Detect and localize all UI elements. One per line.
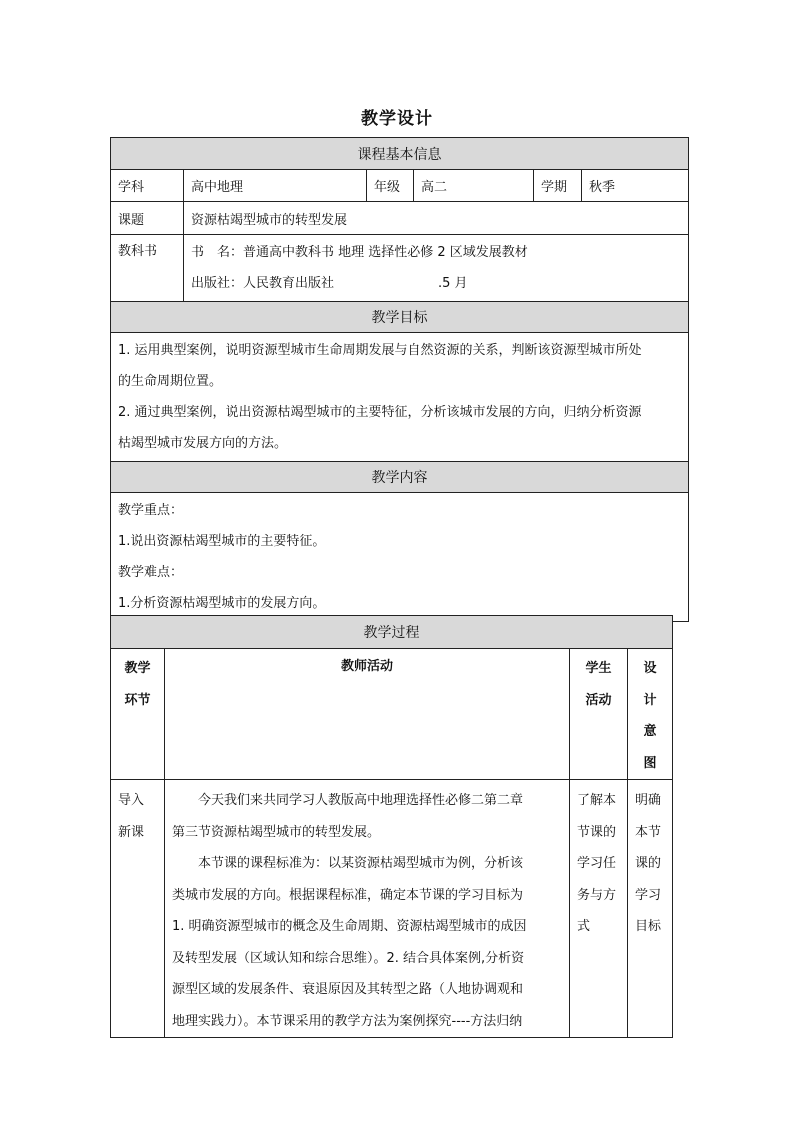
- design-intent-cell: 明确 本节 课的 学习 目标: [628, 780, 673, 1038]
- grade-label: 年级: [367, 170, 414, 202]
- objective-line: 枯竭型城市发展方向的方法。: [118, 436, 288, 451]
- objective-line: 的生命周期位置。: [118, 374, 223, 389]
- objectives-header: 教学目标: [111, 302, 689, 333]
- course-info-table: [110, 137, 689, 622]
- teacher-activity-cell: 今天我们来共同学习人教版高中地理选择性必修二第二章 第三节资源枯竭型城市的转型发展。 本节课的课程标准为：以某资源枯竭型城市为例，分析该 类城市发展的方向。根据课程标准，确定本节课的学习目标为 1. 明确资源型城市的概念及生命周期、资源枯竭型城市的成因 及转型发展（区域认知和综合思维）。2. 结合具体案例,分析资 源型区域的发展条件、衰退原因及其转型之路（人地协调观和 地理实践力）。本节课采用的教学方法为案例探究----方法归纳: [165, 780, 570, 1038]
- key-point-item: 1.说出资源枯竭型城市的主要特征。: [118, 534, 326, 549]
- difficult-points-label: 教学难点：: [118, 565, 184, 580]
- student-activity-header: 学生 活动: [570, 649, 628, 780]
- topic-label: 课题: [111, 202, 184, 235]
- teaching-process-table: [110, 615, 673, 1038]
- textbook-info: [184, 235, 689, 302]
- key-points-label: 教学重点：: [118, 503, 184, 518]
- stage-column-header: 教学 环节: [111, 649, 165, 780]
- document-title: 教学设计: [361, 109, 433, 129]
- stage-cell: 导入 新课: [111, 780, 165, 1038]
- teacher-activity-header: 教师活动: [165, 649, 570, 780]
- subject-label: 学科: [111, 170, 184, 202]
- term-value: 秋季: [582, 170, 689, 202]
- objectives-body: [111, 333, 689, 462]
- content-body: [111, 493, 689, 622]
- topic-value: 资源枯竭型城市的转型发展: [184, 202, 689, 235]
- textbook-label: 教科书: [111, 235, 184, 302]
- design-intent-header: 设 计 意 图: [628, 649, 673, 780]
- subject-value: 高中地理: [184, 170, 367, 202]
- content-header: 教学内容: [111, 462, 689, 493]
- term-label: 学期: [534, 170, 582, 202]
- basic-info-header: 课程基本信息: [111, 138, 689, 170]
- textbook-publisher: 出版社：人民教育出版社 .5 月: [191, 276, 468, 291]
- objective-line: 2. 通过典型案例，说出资源枯竭型城市的主要特征，分析该城市发展的方向，归纳分析资源: [118, 405, 642, 420]
- difficult-point-item: 1.分析资源枯竭型城市的发展方向。: [118, 596, 326, 611]
- student-activity-cell: 了解本 节课的 学习任 务与方 式: [570, 780, 628, 1038]
- textbook-name: 书 名：普通高中教科书 地理 选择性必修 2 区域发展教材: [191, 245, 528, 260]
- objective-line: 1. 运用典型案例，说明资源型城市生命周期发展与自然资源的关系，判断该资源型城市所处: [118, 343, 642, 358]
- grade-value: 高二: [414, 170, 534, 202]
- process-header: 教学过程: [111, 616, 673, 649]
